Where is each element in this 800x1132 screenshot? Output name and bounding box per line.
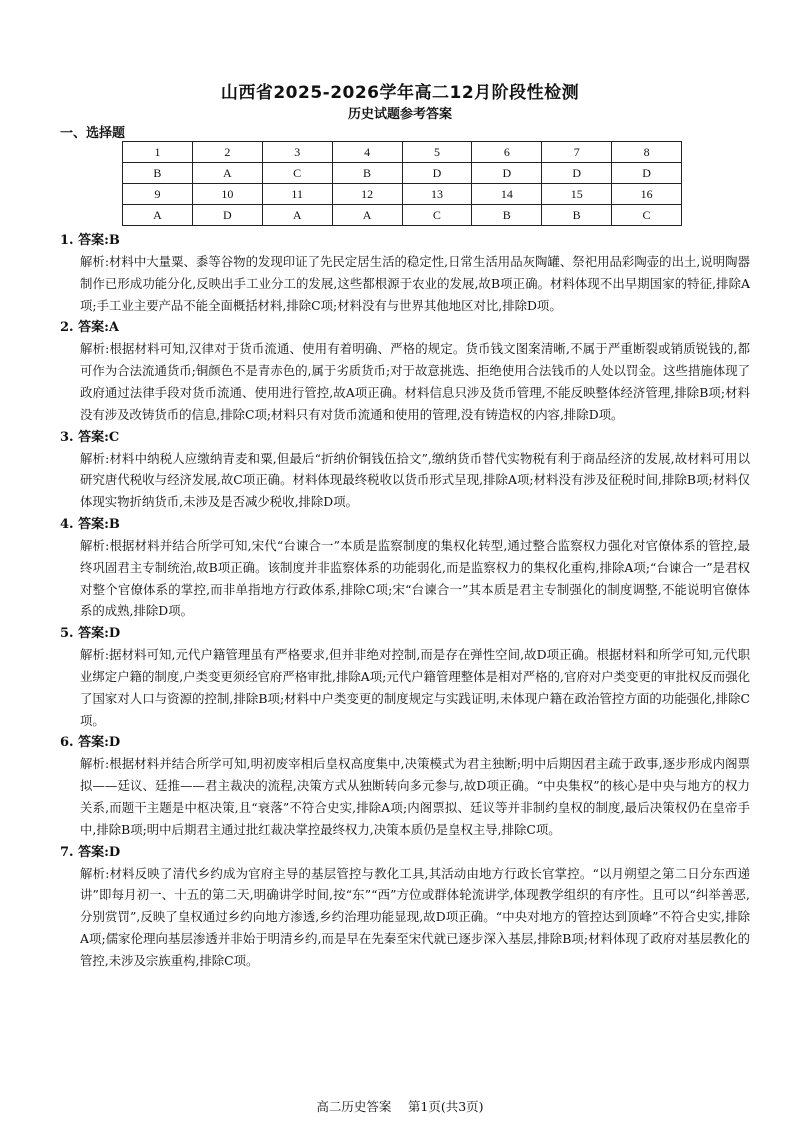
document-subtitle: 历史试题参考答案 [347, 107, 452, 122]
answer-letter-cell: C [262, 163, 332, 184]
question-number-cell: 7 [542, 142, 612, 163]
question-answer-heading: 7. 答案:D [60, 844, 121, 860]
question-item [60, 514, 750, 622]
question-number-cell: 16 [612, 184, 682, 205]
answer-table-row [123, 163, 682, 184]
question-number-cell: 3 [262, 142, 332, 163]
answer-letter-cell: B [332, 163, 402, 184]
answer-letter-cell: B [472, 205, 542, 226]
question-item [60, 427, 750, 513]
question-number-cell: 9 [123, 184, 193, 205]
answer-letter-cell: A [262, 205, 332, 226]
question-explanation-text: 解析:材料中纳税人应缴纳青麦和粟,但最后“折纳价铜钱伍拾文”,缴纳货币替代实物税有利于商品经济的发展,故材料可用以研究唐代税收与经济发展,故C项正确。材料体现最终税收以货币形式呈现,排除A项;材料没有涉及征税时间,排除B项;材料仅体现实物折纳货币,未涉及是否减少税收,排除D项。 [80, 450, 750, 510]
question-answer-heading: 1. 答案:B [60, 233, 120, 248]
answer-letter-cell: C [402, 205, 472, 226]
question-explanations [60, 230, 750, 973]
question-number-cell: 12 [332, 184, 402, 205]
question-number-cell: 11 [262, 184, 332, 205]
question-number-cell: 6 [472, 142, 542, 163]
question-number-cell: 14 [472, 184, 542, 205]
question-explanation-text: 解析:材料中大量粟、黍等谷物的发现印证了先民定居生活的稳定性,日常生活用品灰陶罐、祭祀用品彩陶壶的出土,说明陶器制作已形成功能分化,反映出手工业分工的发展,这些都根源于农业的发展,故B项正确。材料体现不出早期国家的特征,排除A项;手工业主要产品不能全面概括材料,排除C项;材料没有与世界其他地区对比,排除D项。 [80, 254, 750, 313]
question-number-cell: 1 [123, 142, 193, 163]
question-explanation-text: 解析:材料反映了清代乡约成为官府主导的基层管控与教化工具,其活动由地方行政长官掌控。“以月朔望之第二日分东西递讲”即每月初一、十五的第二天,明确讲学时间,按“东”“西”方位或群体轮流讲学,体现教学组织的有序性。且可以“纠举善恶,分别赏罚”,反映了皇权通过乡约向地方渗透,乡约治理功能显现,故D项正确。“中央对地方的管控达到顶峰”不符合史实,排除A项;儒家伦理向基层渗透并非始于明清乡约,而是早在先秦至宋代就已逐步深入基层,排除B项;材料体现了政府对基层教化的管控,未涉及宗族重构,排除C项。 [80, 865, 750, 968]
question-number-cell: 4 [332, 142, 402, 163]
answer-table-row [123, 184, 682, 205]
answer-table [122, 141, 682, 226]
answer-table-row [123, 205, 682, 226]
question-answer-heading: 6. 答案:D [60, 735, 121, 751]
answer-letter-cell: B [542, 205, 612, 226]
answer-letter-cell: D [402, 163, 472, 184]
question-explanation-text: 解析:根据材料可知,汉律对于货币流通、使用有着明确、严格的规定。货币钱文图案清晰,不属于严重断裂或销质锐钱的,都可作为合法流通货币;铜颜色不是青赤色的,属于劣质货币;对于故意挑选、拒绝使用合法钱币的人处以罚金。这些措施体现了政府通过法律手段对货币流通、使用进行管控,故A项正确。材料信息只涉及货币管理,不能反映整体经济管理,排除B项;材料没有涉及改铸货币的信息,排除C项;材料只有对货币流通和使用的管理,没有铸造权的内容,排除D项。 [80, 341, 750, 422]
answer-table-row [123, 142, 682, 163]
question-number-cell: 8 [612, 142, 682, 163]
question-number-cell: 15 [542, 184, 612, 205]
question-answer-heading: 3. 答案:C [60, 429, 120, 445]
answer-letter-cell: A [192, 163, 262, 184]
question-number-cell: 5 [402, 142, 472, 163]
answer-letter-cell: A [332, 205, 402, 226]
question-answer-heading: 5. 答案:D [60, 626, 121, 642]
answer-letter-cell: D [192, 205, 262, 226]
document-title: 山西省2025-2026学年高二12月阶段性检测 [220, 83, 580, 103]
answer-letter-cell: C [612, 205, 682, 226]
question-explanation-text: 解析:根据材料并结合所学可知,宋代“台谏合一”本质是监察制度的集权化转型,通过整合监察权力强化对官僚体系的管控,最终巩固君主专制统治,故B项正确。该制度并非监察体系的功能弱化,而是监察权力的集权化重构,排除A项;“台谏合一”是君权对整个官僚体系的掌控,而非单指地方行政体系,排除C项;宋“台谏合一”其本质是君主专制强化的制度调整,不能说明官僚体系的成熟,排除D项。 [80, 537, 750, 619]
question-item [60, 842, 750, 972]
page-footer: 高二历史答案 第1页(共3页) [316, 1099, 484, 1114]
question-number-cell: 10 [192, 184, 262, 205]
question-item [60, 317, 750, 425]
answer-letter-cell: D [472, 163, 542, 184]
answer-letter-cell: B [123, 163, 193, 184]
question-answer-heading: 4. 答案:B [60, 516, 120, 532]
question-number-cell: 13 [402, 184, 472, 205]
answer-letter-cell: D [612, 163, 682, 184]
section-label: 一、选择题 [60, 126, 126, 141]
question-item [60, 230, 750, 316]
question-item [60, 623, 750, 731]
question-explanation-text: 解析:据材料可知,元代户籍管理虽有严格要求,但并非绝对控制,而是存在弹性空间,故D项正确。根据材料和所学可知,元代职业绑定户籍的制度,户类变更须经官府严格审批,排除A项;元代户籍管理整体是相对严格的,官府对户类变更的审批权反而强化了国家对人口与资源的控制,排除B项;材料中户类变更的制度规定与实践证明,未体现户籍在政治管控方面的功能强化,排除C项。 [80, 647, 750, 728]
question-item [60, 732, 750, 840]
question-explanation-text: 解析:根据材料并结合所学可知,明初废宰相后皇权高度集中,决策模式为君主独断;明中后期因君主疏于政事,逐步形成内阁票拟——廷议、廷推——君主裁决的流程,决策方式从独断转向多元参与,故D项正确。“中央集权”的核心是中央与地方的权力关系,而题干主题是中枢决策,且“衰落”不符合史实,排除A项;内阁票拟、廷议等并非制约皇权的制度,最后决策权仍在皇帝手中,排除B项;明中后期君主通过批红裁决掌控最终权力,决策本质仍是皇权主导,排除C项。 [80, 756, 750, 837]
answer-letter-cell: D [542, 163, 612, 184]
question-answer-heading: 2. 答案:A [60, 320, 119, 336]
answer-letter-cell: A [123, 205, 193, 226]
question-number-cell: 2 [192, 142, 262, 163]
